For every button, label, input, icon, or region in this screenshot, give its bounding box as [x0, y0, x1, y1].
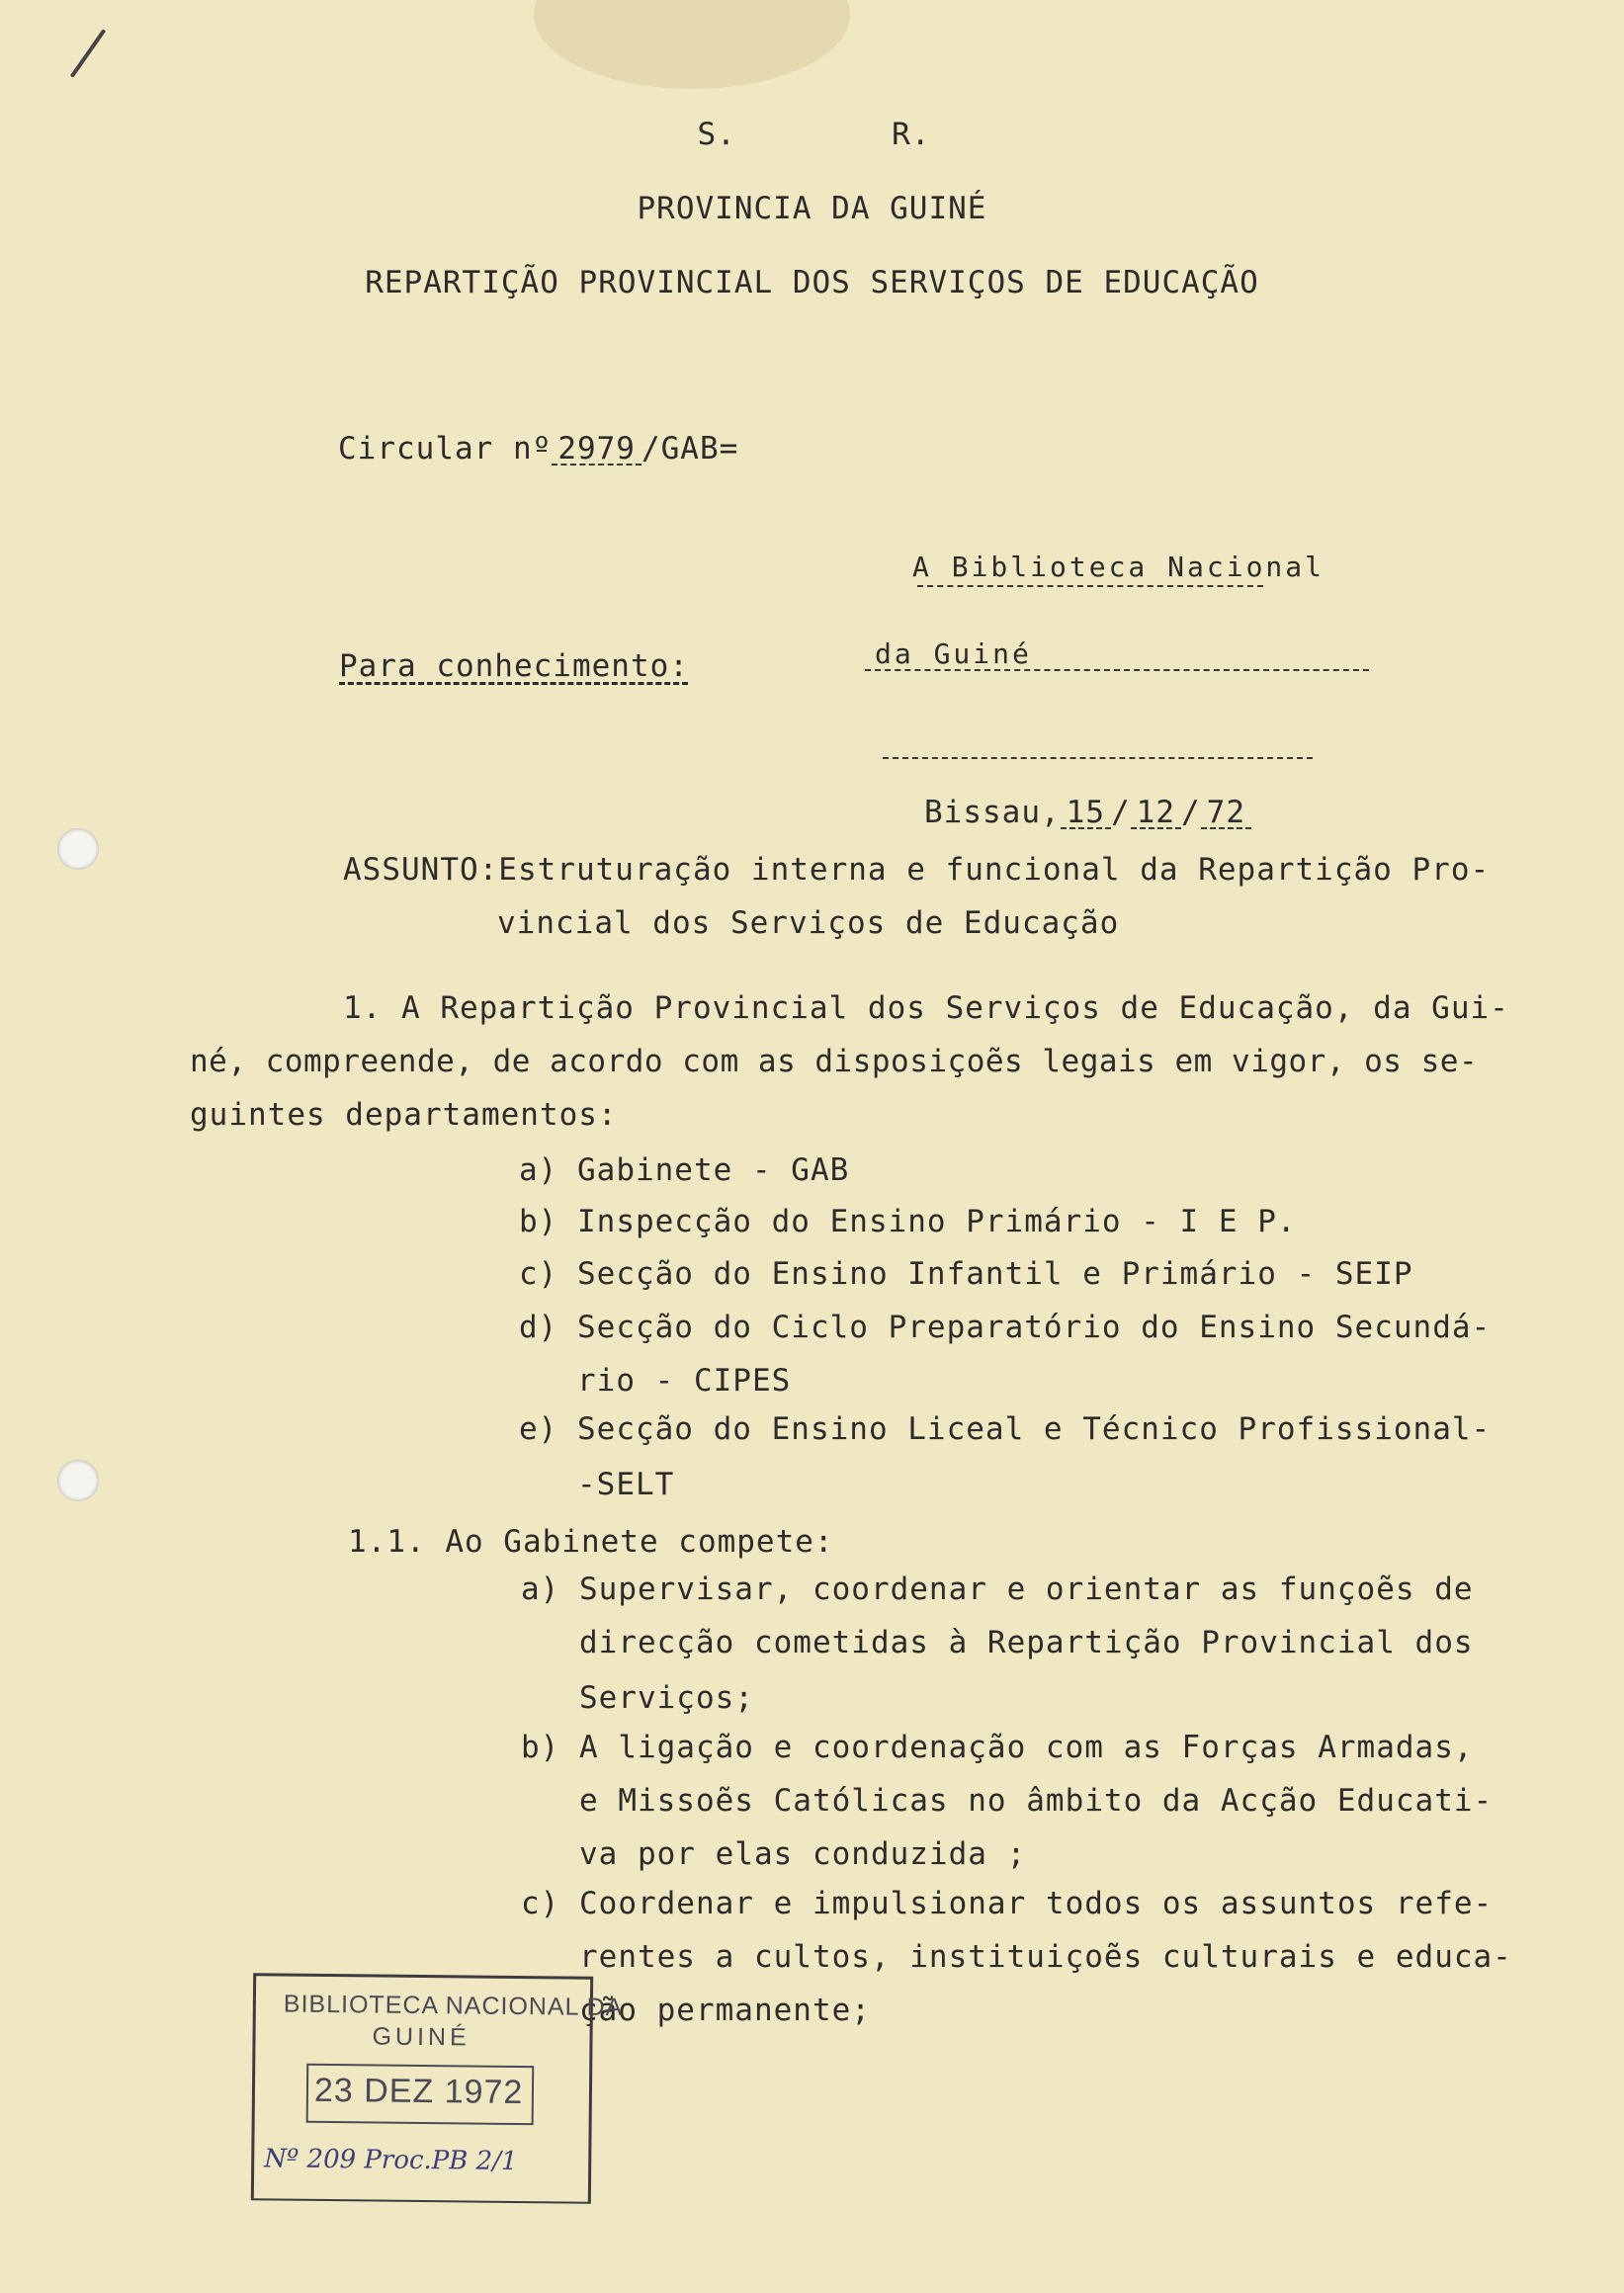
- addressee-line-1: A Biblioteca Nacional: [912, 551, 1325, 583]
- section-1-line-3: guintes departamentos:: [190, 1097, 618, 1133]
- section-1-line-1: 1. A Repartição Provincial dos Serviços de Educação, da Gui-: [343, 990, 1509, 1026]
- department-item-d-line-1: d) Secção do Ciclo Preparatório do Ensino Secundá-: [519, 1310, 1492, 1345]
- department-heading: REPARTIÇÃO PROVINCIAL DOS SERVIÇOS DE EDUCAÇÃO: [365, 265, 1259, 300]
- cabinet-duty-b-line-1: b) A ligação e coordenação com as Forças Armadas,: [521, 1730, 1474, 1765]
- date-month: 12: [1131, 798, 1181, 829]
- department-item-a: a) Gabinete - GAB: [519, 1152, 850, 1188]
- stamp-date: 23 DEZ 1972: [313, 2071, 524, 2112]
- date-year: 72: [1201, 798, 1251, 829]
- addressee-rule-2: [865, 669, 1369, 671]
- library-receipt-stamp: [251, 1973, 624, 2204]
- classification-mark: S. R.: [697, 117, 931, 152]
- province-heading: PROVINCIA DA GUINÉ: [637, 191, 987, 226]
- addressee-rule-1: [917, 585, 1263, 587]
- subject-line-1: ASSUNTO:Estruturação interna e funcional da Repartição Pro-: [343, 852, 1491, 888]
- addressee-line-2: da Guiné: [875, 637, 1032, 670]
- circular-suffix: /GAB=: [641, 431, 739, 467]
- cabinet-duty-a-line-1: a) Supervisar, coordenar e orientar as funçoẽs de: [521, 1571, 1474, 1607]
- document-date: Bissau, 15 / 12 / 72: [924, 795, 1251, 830]
- section-1-1-heading: 1.1. Ao Gabinete compete:: [348, 1524, 834, 1560]
- section-1-line-2: né, compreende, de acordo com as disposiçoẽs legais em vigor, os se-: [190, 1044, 1479, 1079]
- punch-hole-bottom: [57, 1460, 99, 1501]
- paper-stain: [534, 0, 850, 89]
- cabinet-duty-b-line-3: va por elas conduzida ;: [521, 1836, 1027, 1872]
- department-item-e-line-1: e) Secção do Ensino Liceal e Técnico Profissional-: [519, 1411, 1492, 1447]
- circular-number: 2979: [552, 434, 641, 466]
- cabinet-duty-c-line-2: rentes a cultos, instituiçoẽs culturais e educa-: [521, 1939, 1512, 1975]
- cabinet-duty-c-line-1: c) Coordenar e impulsionar todos os assuntos refe-: [521, 1886, 1494, 1921]
- circular-label: Circular nº: [338, 431, 553, 467]
- cabinet-duty-c-line-3: ção permanente;: [521, 1993, 871, 2028]
- department-item-c: c) Secção do Ensino Infantil e Primário - SEIP: [519, 1256, 1413, 1292]
- punch-hole-top: [57, 828, 99, 870]
- subject-line-2: vincial dos Serviços de Educação: [497, 905, 1120, 941]
- circular-reference: [338, 431, 738, 467]
- date-day: 15: [1061, 798, 1111, 829]
- cabinet-duty-b-line-2: e Missoẽs Católicas no âmbito da Acção Educati-: [521, 1783, 1494, 1819]
- for-knowledge-label: Para conhecimento:: [339, 648, 689, 684]
- department-item-e-line-2: -SELT: [519, 1467, 675, 1502]
- pen-check-mark: [70, 29, 107, 78]
- stamp-registration-number: Nº 209 Proc.PB 2/1: [264, 2144, 518, 2177]
- addressee-rule-3: [883, 757, 1313, 759]
- stamp-country: GUINÉ: [372, 2022, 470, 2052]
- department-item-b: b) Inspecção do Ensino Primário - I E P.: [519, 1204, 1297, 1239]
- date-place: Bissau,: [924, 795, 1061, 830]
- stamp-library-name: BIBLIOTECA NACIONAL DA: [283, 1990, 624, 2022]
- department-item-d-line-2: rio - CIPES: [519, 1363, 792, 1399]
- cabinet-duty-a-line-3: Serviços;: [521, 1680, 754, 1716]
- cabinet-duty-a-line-2: direcção cometidas à Repartição Provincial dos: [521, 1625, 1474, 1660]
